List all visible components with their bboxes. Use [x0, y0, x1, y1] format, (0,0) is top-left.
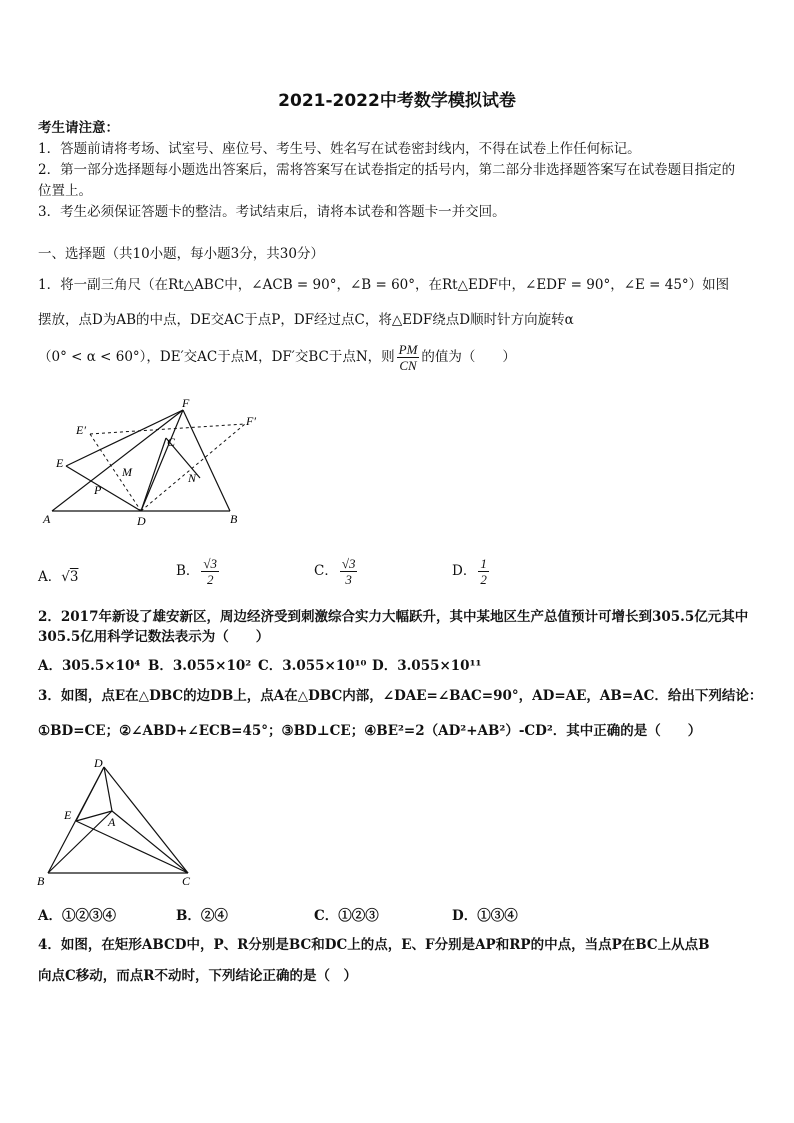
- q1-option-b-frac: [201, 556, 219, 587]
- q1-label-N: N: [188, 471, 197, 485]
- q1-line3-pre: （0° < α < 60°），DE′交AC于点M，DF′交BC于点N，则: [38, 349, 395, 365]
- q1-label-E: E: [56, 456, 64, 470]
- q1-option-d-label: D．: [452, 563, 477, 579]
- q2-option-b[interactable]: B．3.055×10²: [148, 658, 252, 674]
- q3-label-C: C: [182, 874, 191, 888]
- page-title: 2021-2022中考数学模拟试卷: [278, 91, 516, 111]
- q3-label-A: A: [108, 815, 116, 829]
- q1-option-d[interactable]: [452, 556, 491, 587]
- q1-label-A: A: [43, 512, 51, 526]
- q1-option-a-label: A．: [38, 569, 62, 585]
- q1-label-F: F: [182, 398, 190, 410]
- q1-option-c-den: 3: [345, 572, 352, 587]
- q2-option-a[interactable]: A．305.5×10⁴: [38, 658, 141, 674]
- q1-line3-post: 的值为（ ）: [421, 349, 516, 365]
- notice-item: 2．第一部分选择题每小题选出答案后，需将答案写在试卷指定的括号内，第二部分非选择题答案写在试卷题目指定的: [38, 162, 736, 178]
- q2-option-c[interactable]: C．3.055×10¹⁰: [258, 658, 367, 674]
- q1-option-b-label: B．: [176, 563, 200, 579]
- q3-option-a[interactable]: A．①②③④: [38, 908, 116, 924]
- q1-label-F-prime: F′: [246, 414, 256, 428]
- q1-option-d-frac: [478, 556, 489, 587]
- q1-label-B: B: [230, 512, 238, 526]
- q1-option-a[interactable]: [38, 565, 78, 585]
- q3-label-D: D: [94, 756, 103, 770]
- section-heading: 一、选择题（共10小题，每小题3分，共30分）: [38, 246, 324, 262]
- q1-label-E-prime: E′: [76, 423, 86, 437]
- q1-option-a-radicand: 3: [69, 569, 79, 585]
- q1-option-b-den: 2: [206, 572, 214, 587]
- notice-item: 1．答题前请将考场、试室号、座位号、考生号、姓名写在试卷密封线内，不得在试卷上作任何标记。: [38, 141, 641, 157]
- q1-label-P: P: [94, 483, 102, 497]
- q1-option-d-num: 1: [480, 556, 487, 571]
- q4-text-line1: 4．如图，在矩形ABCD中，P、R分别是BC和DC上的点，E、F分别是AP和RP的中点，当点P在BC上从点B: [38, 937, 710, 953]
- q1-frac-den: CN: [399, 358, 417, 373]
- q1-label-C: C: [167, 435, 176, 449]
- q3-option-d[interactable]: D．①③④: [452, 908, 518, 924]
- q1-frac-num: PM: [398, 342, 418, 357]
- q3-text-line2: ①BD=CE；②∠ABD+∠ECB=45°；③BD⊥CE；④BE²=2（AD²+AB²）-CD²．其中正确的是（ ）: [38, 723, 702, 739]
- q1-option-c-label: C．: [314, 563, 338, 579]
- q2-text-line2: 305.5亿用科学记数法表示为（ ）: [38, 629, 270, 645]
- notice-item: 位置上。: [38, 183, 92, 199]
- q1-text-line3: [38, 342, 516, 373]
- notice-item: 3．考生必须保证答题卡的整洁。考试结束后，请将本试卷和答题卡一并交回。: [38, 204, 506, 220]
- q3-label-B: B: [37, 874, 45, 888]
- q1-option-c-num: √3: [341, 556, 356, 571]
- q2-option-d[interactable]: D．3.055×10¹¹: [372, 658, 482, 674]
- q1-fraction: [397, 342, 420, 373]
- sqrt-symbol: √: [61, 569, 70, 585]
- q1-label-D: D: [137, 514, 146, 528]
- notice-heading: 考生请注意：: [38, 120, 119, 136]
- q3-figure: [36, 755, 206, 890]
- q4-text-line2: 向点C移动，而点R不动时，下列结论正确的是（ ）: [38, 968, 357, 984]
- q3-option-c[interactable]: C．①②③: [314, 908, 379, 924]
- q1-option-b-num: √3: [203, 556, 218, 571]
- q1-text-line2: 摆放，点D为AB的中点，DE交AC于点P，DF经过点C，将△EDF绕点D顺时针方向旋转α: [38, 312, 574, 328]
- q3-option-b[interactable]: B．②④: [176, 908, 228, 924]
- q1-option-d-den: 2: [480, 572, 487, 587]
- q3-text-line1: 3．如图，点E在△DBC的边DB上，点A在△DBC内部，∠DAE=∠BAC=90°，AD=AE，AB=AC．给出下列结论：: [38, 688, 763, 704]
- q1-option-c[interactable]: [314, 556, 359, 587]
- q1-figure: [40, 398, 270, 528]
- q2-text-line1: 2．2017年新设了雄安新区，周边经济受到刺激综合实力大幅跃升，其中某地区生产总值预计可增长到305.5亿元其中: [38, 609, 749, 625]
- q3-label-E: E: [64, 808, 72, 822]
- q1-option-b[interactable]: [176, 556, 221, 587]
- q1-option-c-frac: [340, 556, 358, 587]
- q1-label-M: M: [122, 465, 132, 479]
- q1-text-line1: 1．将一副三角尺（在Rt△ABC中，∠ACB = 90°，∠B = 60°，在Rt△EDF中，∠EDF = 90°，∠E = 45°）如图: [38, 277, 730, 293]
